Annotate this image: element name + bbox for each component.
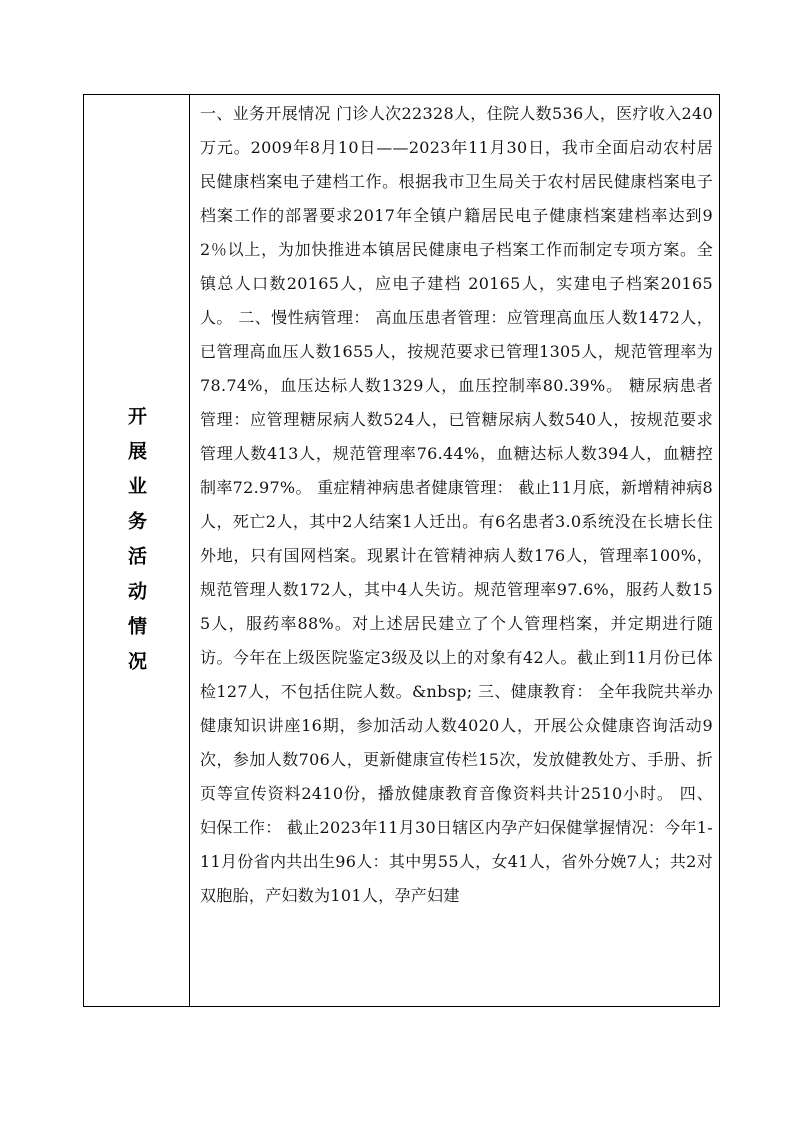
form-table: [83, 94, 720, 1007]
content-text: 一、业务开展情况 门诊人次22328人，住院人数536人，医疗收入240万元。2009年8月10日——2023年11月30日，我市全面启动农村居民健康档案电子建档工作。根据我市卫生局关于农村居民健康档案电子档案工作的部署要求2017年全镇户籍居民电子健康档案建档率达到92％以上，为加快推进本镇居民健康电子档案工作而制定专项方案。全镇总人口数20165人，应电子建档 20165人，实建电子档案20165人。 二、慢性病管理： 高血压患者管理：应管理高血压人数1472人，已管理高血压人数1655人，按规范要求已管理1305人，规范管理率为78.74%，血压达标人数1329人，血压控制率80.39%。 糖尿病患者管理：应管理糖尿病人数524人，已管糖尿病人数540人，按规范要求管理人数413人，规范管理率76.44%，血糖达标人数394人，血糖控制率72.97%。 重症精神病患者健康管理： 截止11月底，新增精神病8人，死亡2人，其中2人结案1人迁出。有6名患者3.0系统没在长塘长住外地，只有国网档案。现累计在管精神病人数176人，管理率100%，规范管理人数172人，其中4人失访。规范管理率97.6%，服药人数155人，服药率88%。对上述居民建立了个人管理档案，并定期进行随访。今年在上级医院鉴定3级及以上的对象有42人。截止到11月份已体检127人，不包括住院人数。&nbsp; 三、健康教育： 全年我院共举办健康知识讲座16期，参加活动人数4020人，开展公众健康咨询活动9次，参加人数706人，更新健康宣传栏15次，发放健教处方、手册、折页等宣传资料2410份，播放健康教育音像资料共计2510小时。 四、妇保工作： 截止2023年11月30日辖区内孕产妇保健掌握情况：今年1-11月份省内共出生96人：其中男55人，女41人，省外分娩7人；共2对双胞胎，产妇数为101人，孕产妇建: [200, 104, 713, 905]
label-cell: [84, 95, 190, 1006]
section-label: 开展业务活动情况: [125, 405, 147, 686]
content-cell: [190, 95, 719, 1006]
